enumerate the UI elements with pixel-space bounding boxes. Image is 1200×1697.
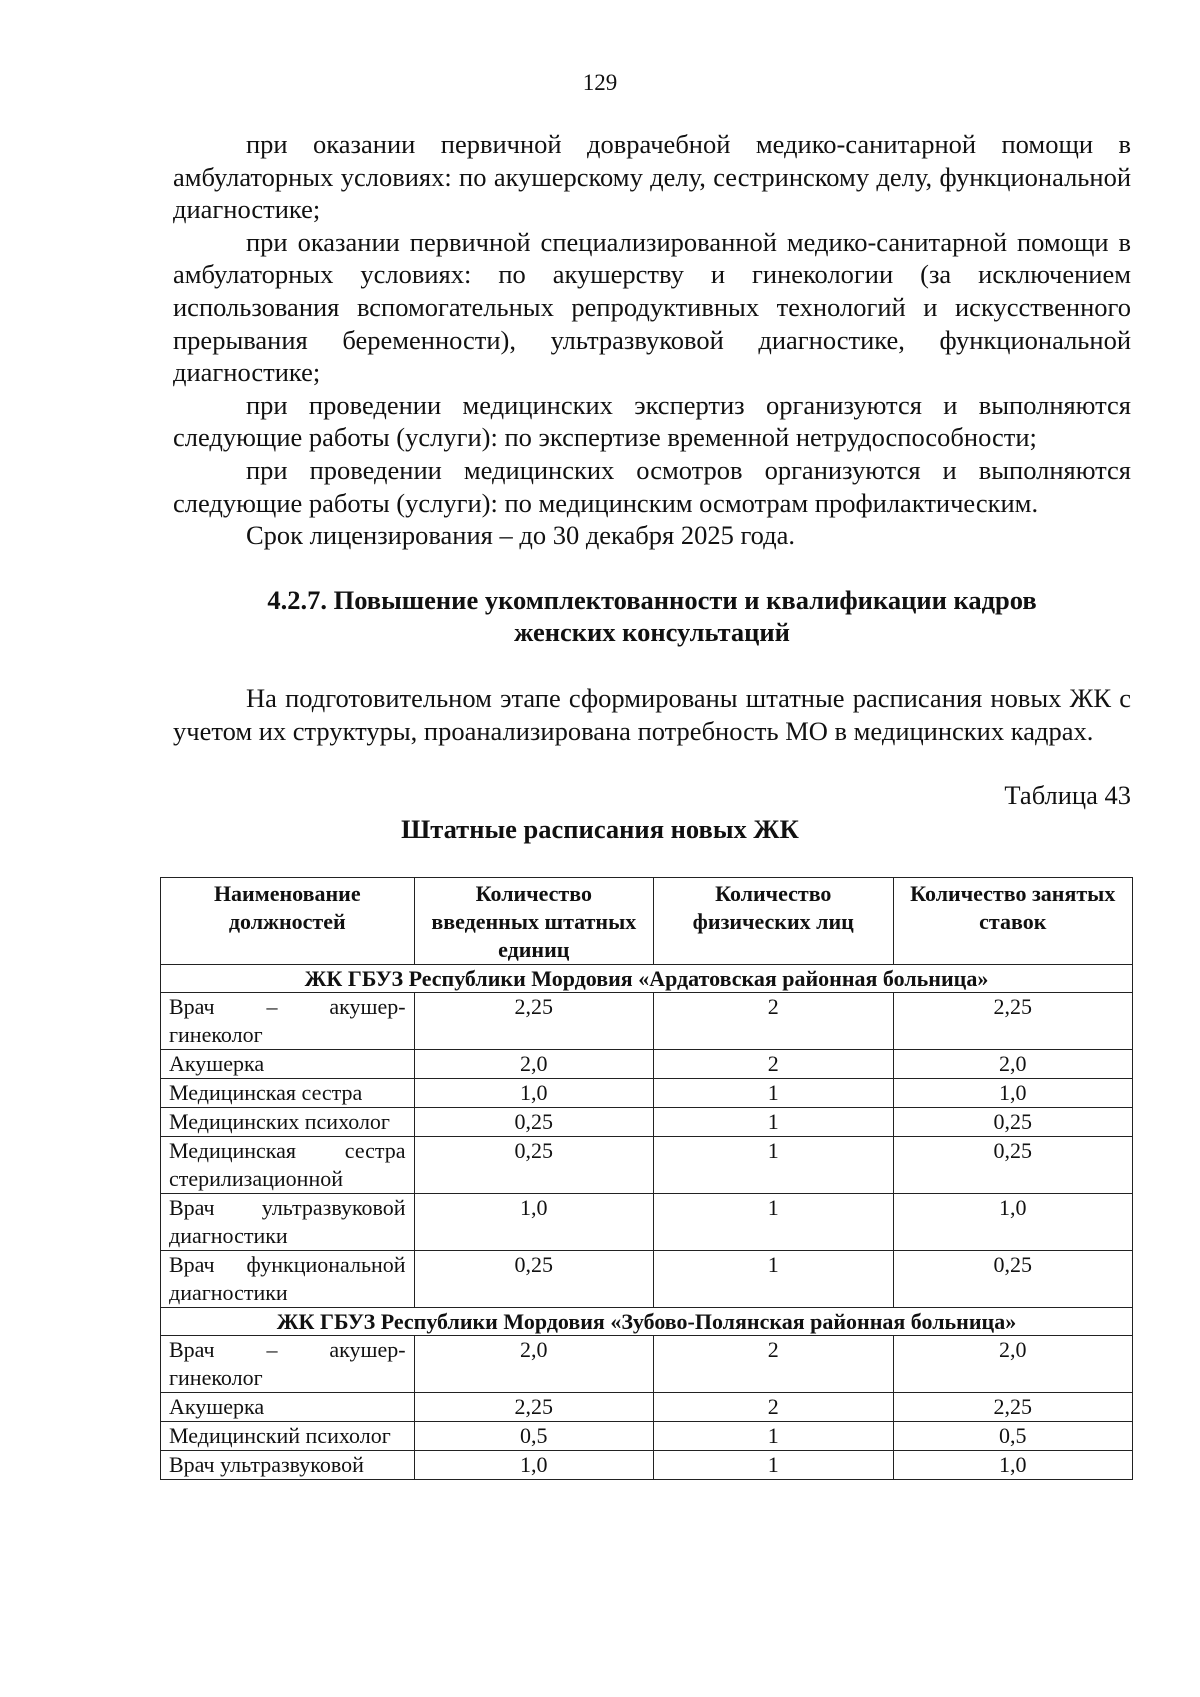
rates-cell: 0,25 xyxy=(893,1108,1133,1137)
table-row xyxy=(161,1194,1133,1251)
section-heading xyxy=(173,584,1131,648)
units-cell: 1,0 xyxy=(414,1451,653,1480)
position-cell: Медицинский психолог xyxy=(161,1422,415,1451)
header-position: Наименование должностей xyxy=(161,878,415,965)
units-cell: 1,0 xyxy=(414,1194,653,1251)
paragraph: Срок лицензирования – до 30 декабря 2025 года. xyxy=(246,520,796,551)
staffing-table xyxy=(160,877,1133,1480)
rates-cell: 2,0 xyxy=(893,1336,1133,1393)
position-cell: Врач ультразвуковой xyxy=(161,1451,415,1480)
paragraph: при оказании первичной доврачебной медико-санитарной помощи в амбулаторных условиях: по акушерскому делу, сестринскому делу, функциональной диагностике; xyxy=(173,129,1131,225)
persons-cell: 1 xyxy=(654,1451,893,1480)
units-cell: 0,25 xyxy=(414,1251,653,1308)
units-cell: 2,0 xyxy=(414,1336,653,1393)
persons-cell: 2 xyxy=(654,1393,893,1422)
paragraph: при проведении медицинских осмотров организуются и выполняются следующие работы (услуги): по медицинским осмотрам профилактическим. xyxy=(173,454,1131,518)
position-cell: Медицинская сестра xyxy=(161,1079,415,1108)
group-name: ЖК ГБУЗ Республики Мордовия «Ардатовская районная больница» xyxy=(161,965,1133,993)
table-label: Таблица 43 xyxy=(1004,780,1131,810)
section-title-line: женских консультаций xyxy=(514,617,790,647)
persons-cell: 1 xyxy=(654,1422,893,1451)
group-name: ЖК ГБУЗ Республики Мордовия «Зубово-Полянская районная больница» xyxy=(161,1308,1133,1336)
position-cell: Врач ультразвуковой диагностики xyxy=(161,1194,415,1251)
rates-cell: 2,25 xyxy=(893,993,1133,1050)
table-row xyxy=(161,1451,1133,1480)
table-row xyxy=(161,1079,1133,1108)
position-cell: Медицинских психолог xyxy=(161,1108,415,1137)
units-cell: 0,25 xyxy=(414,1137,653,1194)
group-row xyxy=(161,1308,1133,1336)
page-number: 129 xyxy=(582,70,618,95)
units-cell: 0,25 xyxy=(414,1108,653,1137)
units-cell: 2,25 xyxy=(414,1393,653,1422)
paragraph: при проведении медицинских экспертиз организуются и выполняются следующие работы (услуги): по экспертизе временной нетрудоспособности; xyxy=(173,389,1131,453)
rates-cell: 2,25 xyxy=(893,1393,1133,1422)
table-row xyxy=(161,1108,1133,1137)
table-row xyxy=(161,1393,1133,1422)
table-row xyxy=(161,993,1133,1050)
rates-cell: 1,0 xyxy=(893,1079,1133,1108)
header-rates: Количество занятых ставок xyxy=(893,878,1133,965)
position-cell: Врач функциональной диагностики xyxy=(161,1251,415,1308)
header-persons: Количество физических лиц xyxy=(654,878,893,965)
rates-cell: 1,0 xyxy=(893,1451,1133,1480)
persons-cell: 2 xyxy=(654,1050,893,1079)
persons-cell: 1 xyxy=(654,1108,893,1137)
persons-cell: 1 xyxy=(654,1079,893,1108)
section-text xyxy=(173,682,1131,747)
table-row xyxy=(161,1422,1133,1451)
table-row xyxy=(161,1336,1133,1393)
units-cell: 1,0 xyxy=(414,1079,653,1108)
rates-cell: 1,0 xyxy=(893,1194,1133,1251)
table-row xyxy=(161,1137,1133,1194)
rates-cell: 0,5 xyxy=(893,1422,1133,1451)
persons-cell: 2 xyxy=(654,993,893,1050)
units-cell: 0,5 xyxy=(414,1422,653,1451)
position-cell: Врач – акушер-гинеколог xyxy=(161,1336,415,1393)
table-row xyxy=(161,1251,1133,1308)
paragraph: На подготовительном этапе сформированы штатные расписания новых ЖК с учетом их структуры, проанализирована потребность МО в медицинских кадрах. xyxy=(173,683,1131,746)
rates-cell: 2,0 xyxy=(893,1050,1133,1079)
intro-text xyxy=(173,128,1131,552)
table-title: Штатные расписания новых ЖК xyxy=(401,814,799,844)
rates-cell: 0,25 xyxy=(893,1137,1133,1194)
position-cell: Врач – акушер-гинеколог xyxy=(161,993,415,1050)
position-cell: Акушерка xyxy=(161,1393,415,1422)
section-title-line: 4.2.7. Повышение укомплектованности и квалификации кадров xyxy=(267,585,1037,615)
table-header-row xyxy=(161,878,1133,965)
rates-cell: 0,25 xyxy=(893,1251,1133,1308)
units-cell: 2,0 xyxy=(414,1050,653,1079)
group-row xyxy=(161,965,1133,993)
units-cell: 2,25 xyxy=(414,993,653,1050)
position-cell: Акушерка xyxy=(161,1050,415,1079)
paragraph: при оказании первичной специализированной медико-санитарной помощи в амбулаторных условиях: по акушерству и гинекологии (за исключением использования вспомогательных репродуктивных технологий и искусственного прерывания беременности), ультразвуковой диагностике, функциональной диагностике; xyxy=(173,226,1131,388)
position-cell: Медицинская сестра стерилизационной xyxy=(161,1137,415,1194)
persons-cell: 1 xyxy=(654,1251,893,1308)
header-units: Количество введенных штатных единиц xyxy=(414,878,653,965)
persons-cell: 1 xyxy=(654,1137,893,1194)
persons-cell: 1 xyxy=(654,1194,893,1251)
table-row xyxy=(161,1050,1133,1079)
persons-cell: 2 xyxy=(654,1336,893,1393)
